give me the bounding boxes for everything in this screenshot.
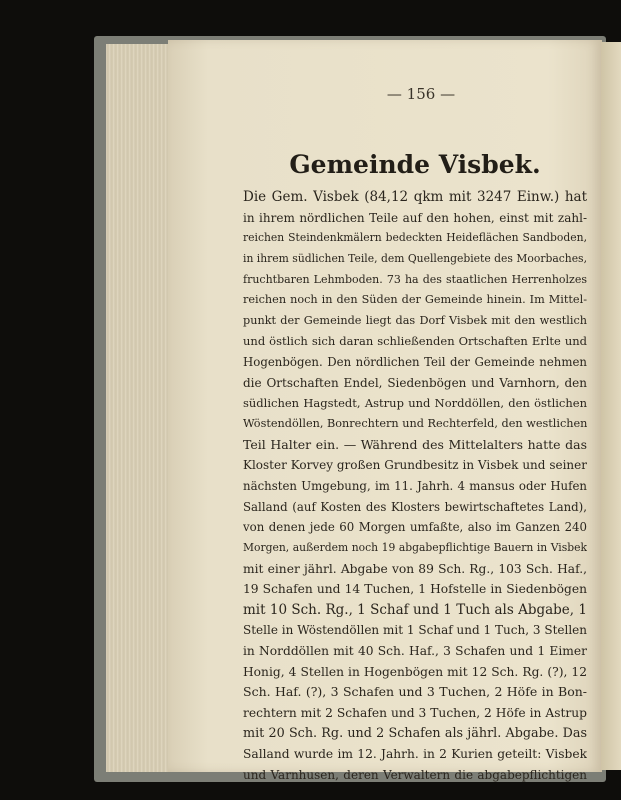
text-line: fruchtbaren Lehmboden. 73 ha des staatlichen Herrenholzes xyxy=(243,272,587,286)
text-line: punkt der Gemeinde liegt das Dorf Visbek mit den westlich xyxy=(243,313,587,327)
text-line: Morgen, außerdem noch 19 abgabepflichtige Bauern in Visbek xyxy=(243,540,587,554)
text-line: Kloster Korvey großen Grundbesitz in Visbek und seiner xyxy=(243,458,587,473)
text-line: Stelle in Wöstendöllen mit 1 Schaf und 1 Tuch, 3 Stellen xyxy=(243,623,587,638)
text-line: reichen noch in den Süden der Gemeinde hinein. Im Mittel- xyxy=(243,293,587,307)
page-number: — 156 — xyxy=(386,85,456,103)
text-line: Die Gem. Visbek (84,12 qkm mit 3247 Einw.) hat xyxy=(243,189,587,205)
text-line: südlichen Hagstedt, Astrup und Norddöllen, den östlichen xyxy=(243,396,587,411)
bleed-through-text xyxy=(250,124,590,139)
page-edge-stack xyxy=(106,44,171,772)
page-title: Gemeinde Visbek. xyxy=(289,150,541,179)
text-line: rechtern mit 2 Schafen und 3 Tuchen, 2 Höfe in Astrup xyxy=(243,706,587,721)
text-line: mit 10 Sch. Rg., 1 Schaf und 1 Tuch als Abgabe, 1 xyxy=(243,601,587,618)
text-line: Honig, 4 Stellen in Hogenbögen mit 12 Sch. Rg. (?), 12 xyxy=(243,664,587,679)
text-line: Hogenbögen. Den nördlichen Teil der Gemeinde nehmen xyxy=(243,355,587,370)
text-line: Salland (auf Kosten des Klosters bewirtschaftetes Land), xyxy=(243,499,587,514)
text-line: Sch. Haf. (?), 3 Schafen und 3 Tuchen, 2 Höfe in Bon- xyxy=(243,684,587,700)
text-line: und östlich sich daran schließenden Ortschaften Erlte und xyxy=(243,334,587,349)
text-line: und Varnhusen, deren Verwaltern die abgabepflichtigen xyxy=(243,767,587,782)
text-line: in Norddöllen mit 40 Sch. Haf., 3 Schafen und 1 Eimer xyxy=(243,644,587,659)
text-line: mit einer jährl. Abgabe von 89 Sch. Rg., 103 Sch. Haf., xyxy=(243,561,587,576)
text-line: mit 20 Sch. Rg. und 2 Schafen als jährl. Abgabe. Das xyxy=(243,725,587,741)
text-line: nächsten Umgebung, im 11. Jahrh. 4 mansus oder Hufen xyxy=(243,478,587,493)
text-line: von denen jede 60 Morgen umfaßte, also im Ganzen 240 xyxy=(243,520,587,535)
facing-page-edge xyxy=(601,42,621,770)
text-line: in ihrem südlichen Teile, dem Quellengebiete des Moorbaches, xyxy=(243,251,587,265)
text-line: in ihrem nördlichen Teile auf den hohen, einst mit zahl- xyxy=(243,210,587,225)
text-line: 19 Schafen und 14 Tuchen, 1 Hofstelle in Siedenbögen xyxy=(243,582,587,597)
text-line: Wöstendöllen, Bonrechtern und Rechterfeld, den westlichen xyxy=(243,417,587,431)
text-line: reichen Steindenkmälern bedeckten Heideflächen Sandboden, xyxy=(243,231,587,245)
body-paragraph xyxy=(243,187,587,786)
text-line: Salland wurde im 12. Jahrh. in 2 Kurien geteilt: Visbek xyxy=(243,747,587,762)
text-line: Teil Halter ein. — Während des Mittelalters hatte das xyxy=(243,436,587,452)
text-line: die Ortschaften Endel, Siedenbögen und Varnhorn, den xyxy=(243,375,587,390)
